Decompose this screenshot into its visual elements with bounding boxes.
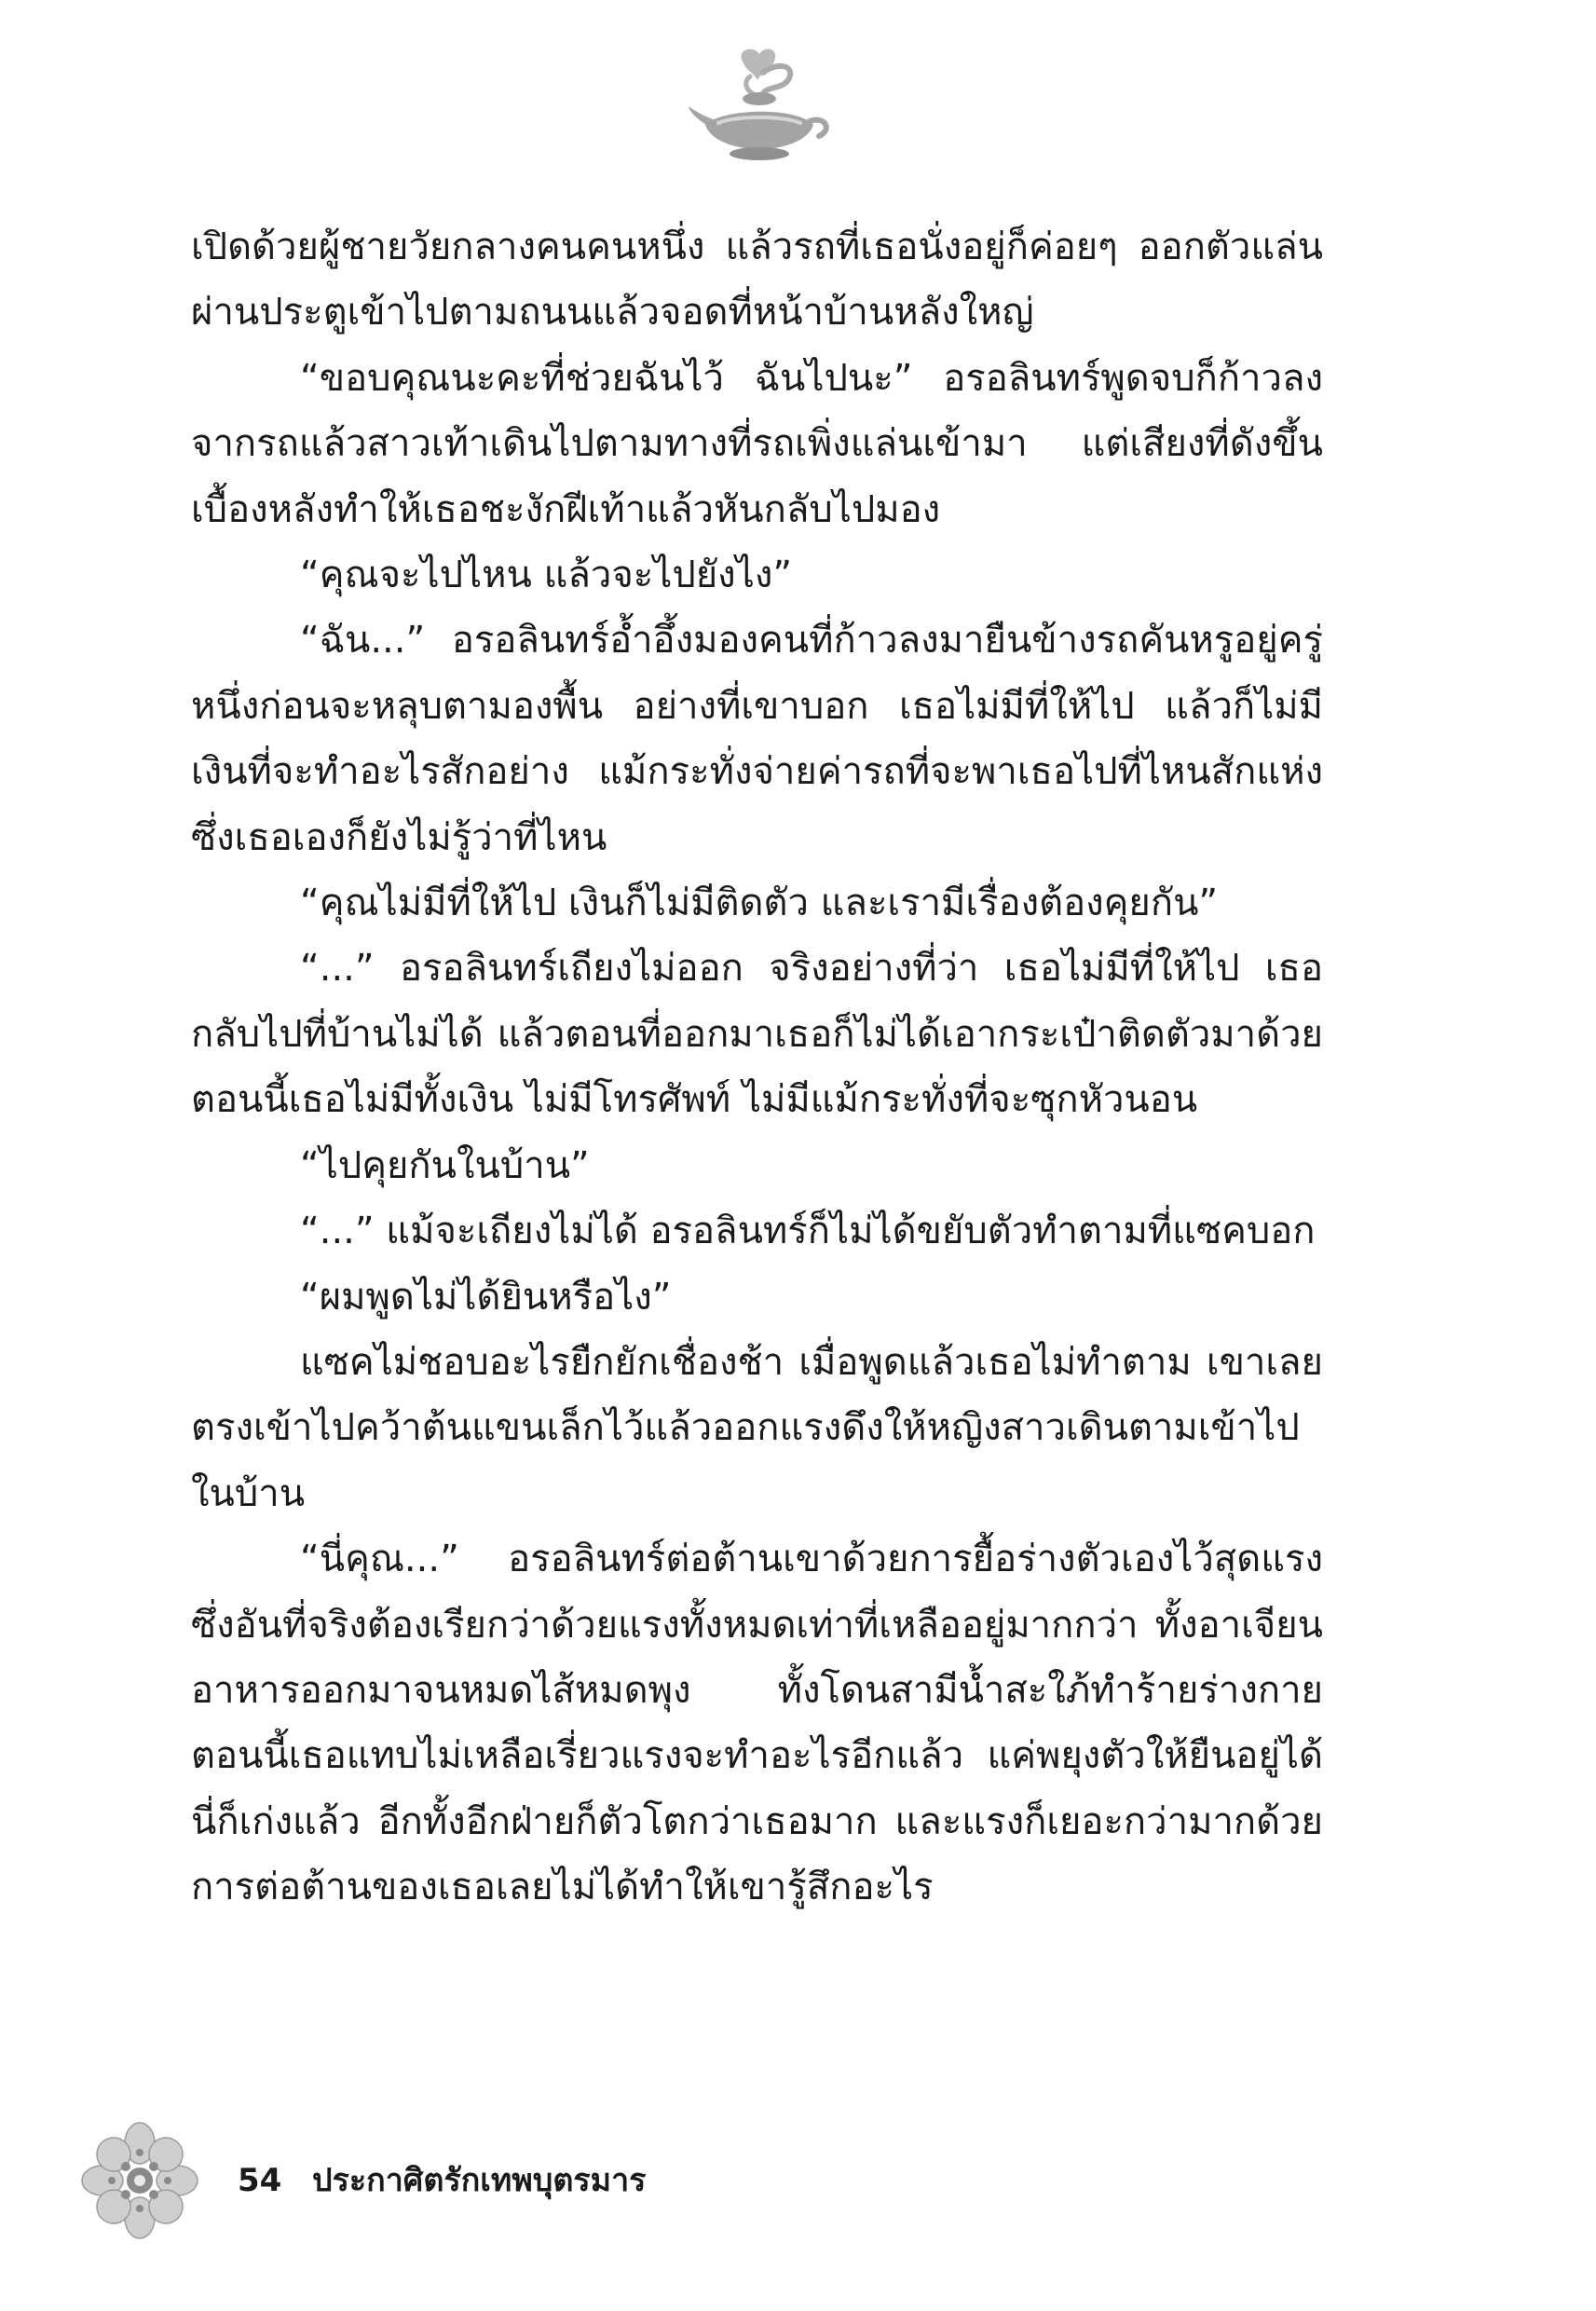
paragraph: “...” แม้จะเถียงไม่ได้ อรอลินทร์ก็ไม่ได้ขยับตัวทำตามที่แซคบอก [300,1210,1316,1253]
body-text [191,214,1323,1921]
paragraph: เปิดด้วยผู้ชายวัยกลางคนคนหนึ่ง แล้วรถที่เธอนั่งอยู่ก็ค่อยๆ ออกตัวแล่นผ่านประตูเข้าไปตามถนนแล้วจอดที่หน้าบ้านหลังใหญ่ [191,226,1323,335]
paragraph: “ผมพูดไม่ได้ยินหรือไง” [300,1275,672,1319]
paragraph: “คุณจะไปไหน แล้วจะไปยังไง” [300,554,793,597]
flower-icon [75,2115,205,2246]
paragraph: “ฉัน...” อรอลินทร์อ้ำอึ้งมองคนที่ก้าวลงมายืนข้างรถคันหรูอยู่ครู่หนึ่งก่อนจะหลุบตามองพื้น อย่างที่เขาบอก เธอไม่มีที่ให้ไป แล้วก็ไม่มีเงินที่จะทำอะไรสักอย่าง แม้กระทั่งจ่ายค่ารถที่จะพาเธอไปที่ไหนสักแห่งซึ่งเธอเองก็ยังไม่รู้ว่าที่ไหน [191,619,1323,859]
paragraph: แซคไม่ชอบอะไรยืกยักเชื่องช้า เมื่อพูดแล้วเธอไม่ทำตาม เขาเลยตรงเข้าไปคว้าต้นแขนเล็กไว้แล้วออกแรงดึงให้หญิงสาวเดินตามเข้าไปในบ้าน [191,1340,1323,1515]
paragraph: “ขอบคุณนะคะที่ช่วยฉันไว้ ฉันไปนะ” อรอลินทร์พูดจบก็ก้าวลงจากรถแล้วสาวเท้าเดินไปตามทางที่รถเพิ่งแล่นเข้ามา แต่เสียงที่ดังขึ้นเบื้องหลังทำให้เธอชะงักฝีเท้าแล้วหันกลับไปมอง [191,356,1323,531]
paragraph: “...” อรอลินทร์เถียงไม่ออก จริงอย่างที่ว่า เธอไม่มีที่ให้ไป เธอกลับไปที่บ้านไม่ได้ แล้วตอนที่ออกมาเธอก็ไม่ได้เอากระเป๋าติดตัวมาด้วย ตอนนี้เธอไม่มีทั้งเงิน ไม่มีโทรศัพท์ ไม่มีแม้กระทั่งที่จะซุกหัวนอน [191,947,1323,1122]
page-number: 54 [238,2162,282,2199]
paragraph: “ไปคุยกันในบ้าน” [300,1143,590,1187]
page-footer [75,2115,727,2255]
book-title: ประกาศิตรักเทพบุตรมาร [312,2162,647,2199]
genie-lamp-icon [685,45,834,166]
paragraph: “คุณไม่มีที่ให้ไป เงินก็ไม่มีติดตัว และเรามีเรื่องต้องคุยกัน” [300,882,1219,925]
paragraph: “นี่คุณ...” อรอลินทร์ต่อต้านเขาด้วยการยื้อร่างตัวเองไว้สุดแรงซึ่งอันที่จริงต้องเรียกว่าด้วยแรงทั้งหมดเท่าที่เหลืออยู่มากกว่า ทั้งอาเจียนอาหารออกมาจนหมดไส้หมดพุง ทั้งโดนสามีน้ำสะใภ้ทำร้ายร่างกาย ตอนนี้เธอแทบไม่เหลือเรี่ยวแรงจะทำอะไรอีกแล้ว แค่พยุงตัวให้ยืนอยู่ได้นี่ก็เก่งแล้ว อีกทั้งอีกฝ่ายก็ตัวโตกว่าเธอมาก และแรงก็เยอะกว่ามากด้วย การต่อต้านของเธอเลยไม่ได้ทำให้เขารู้สึกอะไร [191,1538,1323,1909]
